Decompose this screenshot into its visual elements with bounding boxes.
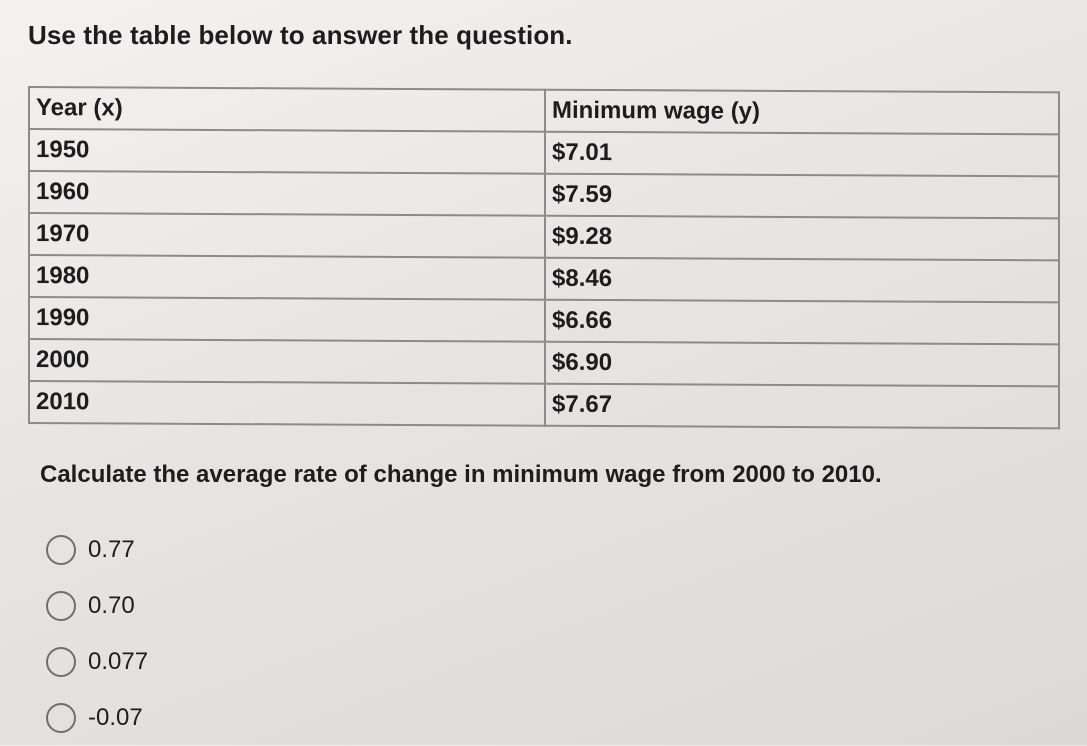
wage-cell: $9.28 bbox=[545, 216, 1059, 261]
answer-option-1[interactable] bbox=[46, 522, 148, 578]
question-text: Calculate the average rate of change in minimum wage from 2000 to 2010. bbox=[40, 461, 882, 488]
year-cell: 1950 bbox=[29, 129, 545, 174]
table-row bbox=[29, 129, 1059, 176]
option-label: -0.07 bbox=[88, 704, 143, 731]
table-row bbox=[29, 381, 1059, 428]
radio-button-icon[interactable] bbox=[46, 535, 76, 565]
year-cell: 1990 bbox=[29, 297, 545, 342]
year-cell: 1980 bbox=[29, 255, 545, 300]
answer-options bbox=[46, 522, 148, 746]
option-label: 0.077 bbox=[88, 648, 149, 675]
answer-option-2[interactable] bbox=[46, 578, 148, 634]
header-year: Year (x) bbox=[29, 87, 545, 132]
wage-cell: $7.01 bbox=[545, 132, 1059, 177]
option-label: 0.70 bbox=[88, 592, 135, 619]
radio-button-icon[interactable] bbox=[46, 647, 76, 677]
answer-option-3[interactable] bbox=[46, 634, 148, 690]
year-cell: 1960 bbox=[29, 171, 545, 216]
radio-button-icon[interactable] bbox=[46, 591, 76, 621]
table-row bbox=[29, 171, 1059, 218]
year-cell: 2010 bbox=[29, 381, 545, 426]
table-header-row bbox=[29, 87, 1059, 134]
instruction-text: Use the table below to answer the question. bbox=[28, 20, 573, 50]
data-table bbox=[28, 86, 1060, 429]
option-label: 0.77 bbox=[88, 536, 135, 563]
table-row bbox=[29, 297, 1059, 344]
wage-cell: $8.46 bbox=[545, 258, 1059, 303]
answer-option-4[interactable] bbox=[46, 690, 148, 746]
year-cell: 2000 bbox=[29, 339, 545, 384]
wage-cell: $6.90 bbox=[545, 342, 1059, 387]
table-row bbox=[29, 339, 1059, 386]
wage-cell: $7.67 bbox=[545, 384, 1059, 429]
header-minimum-wage: Minimum wage (y) bbox=[545, 90, 1059, 135]
table-row bbox=[29, 255, 1059, 302]
wage-cell: $7.59 bbox=[545, 174, 1059, 219]
radio-button-icon[interactable] bbox=[46, 703, 76, 733]
table-row bbox=[29, 213, 1059, 260]
year-cell: 1970 bbox=[29, 213, 545, 258]
wage-cell: $6.66 bbox=[545, 300, 1059, 345]
